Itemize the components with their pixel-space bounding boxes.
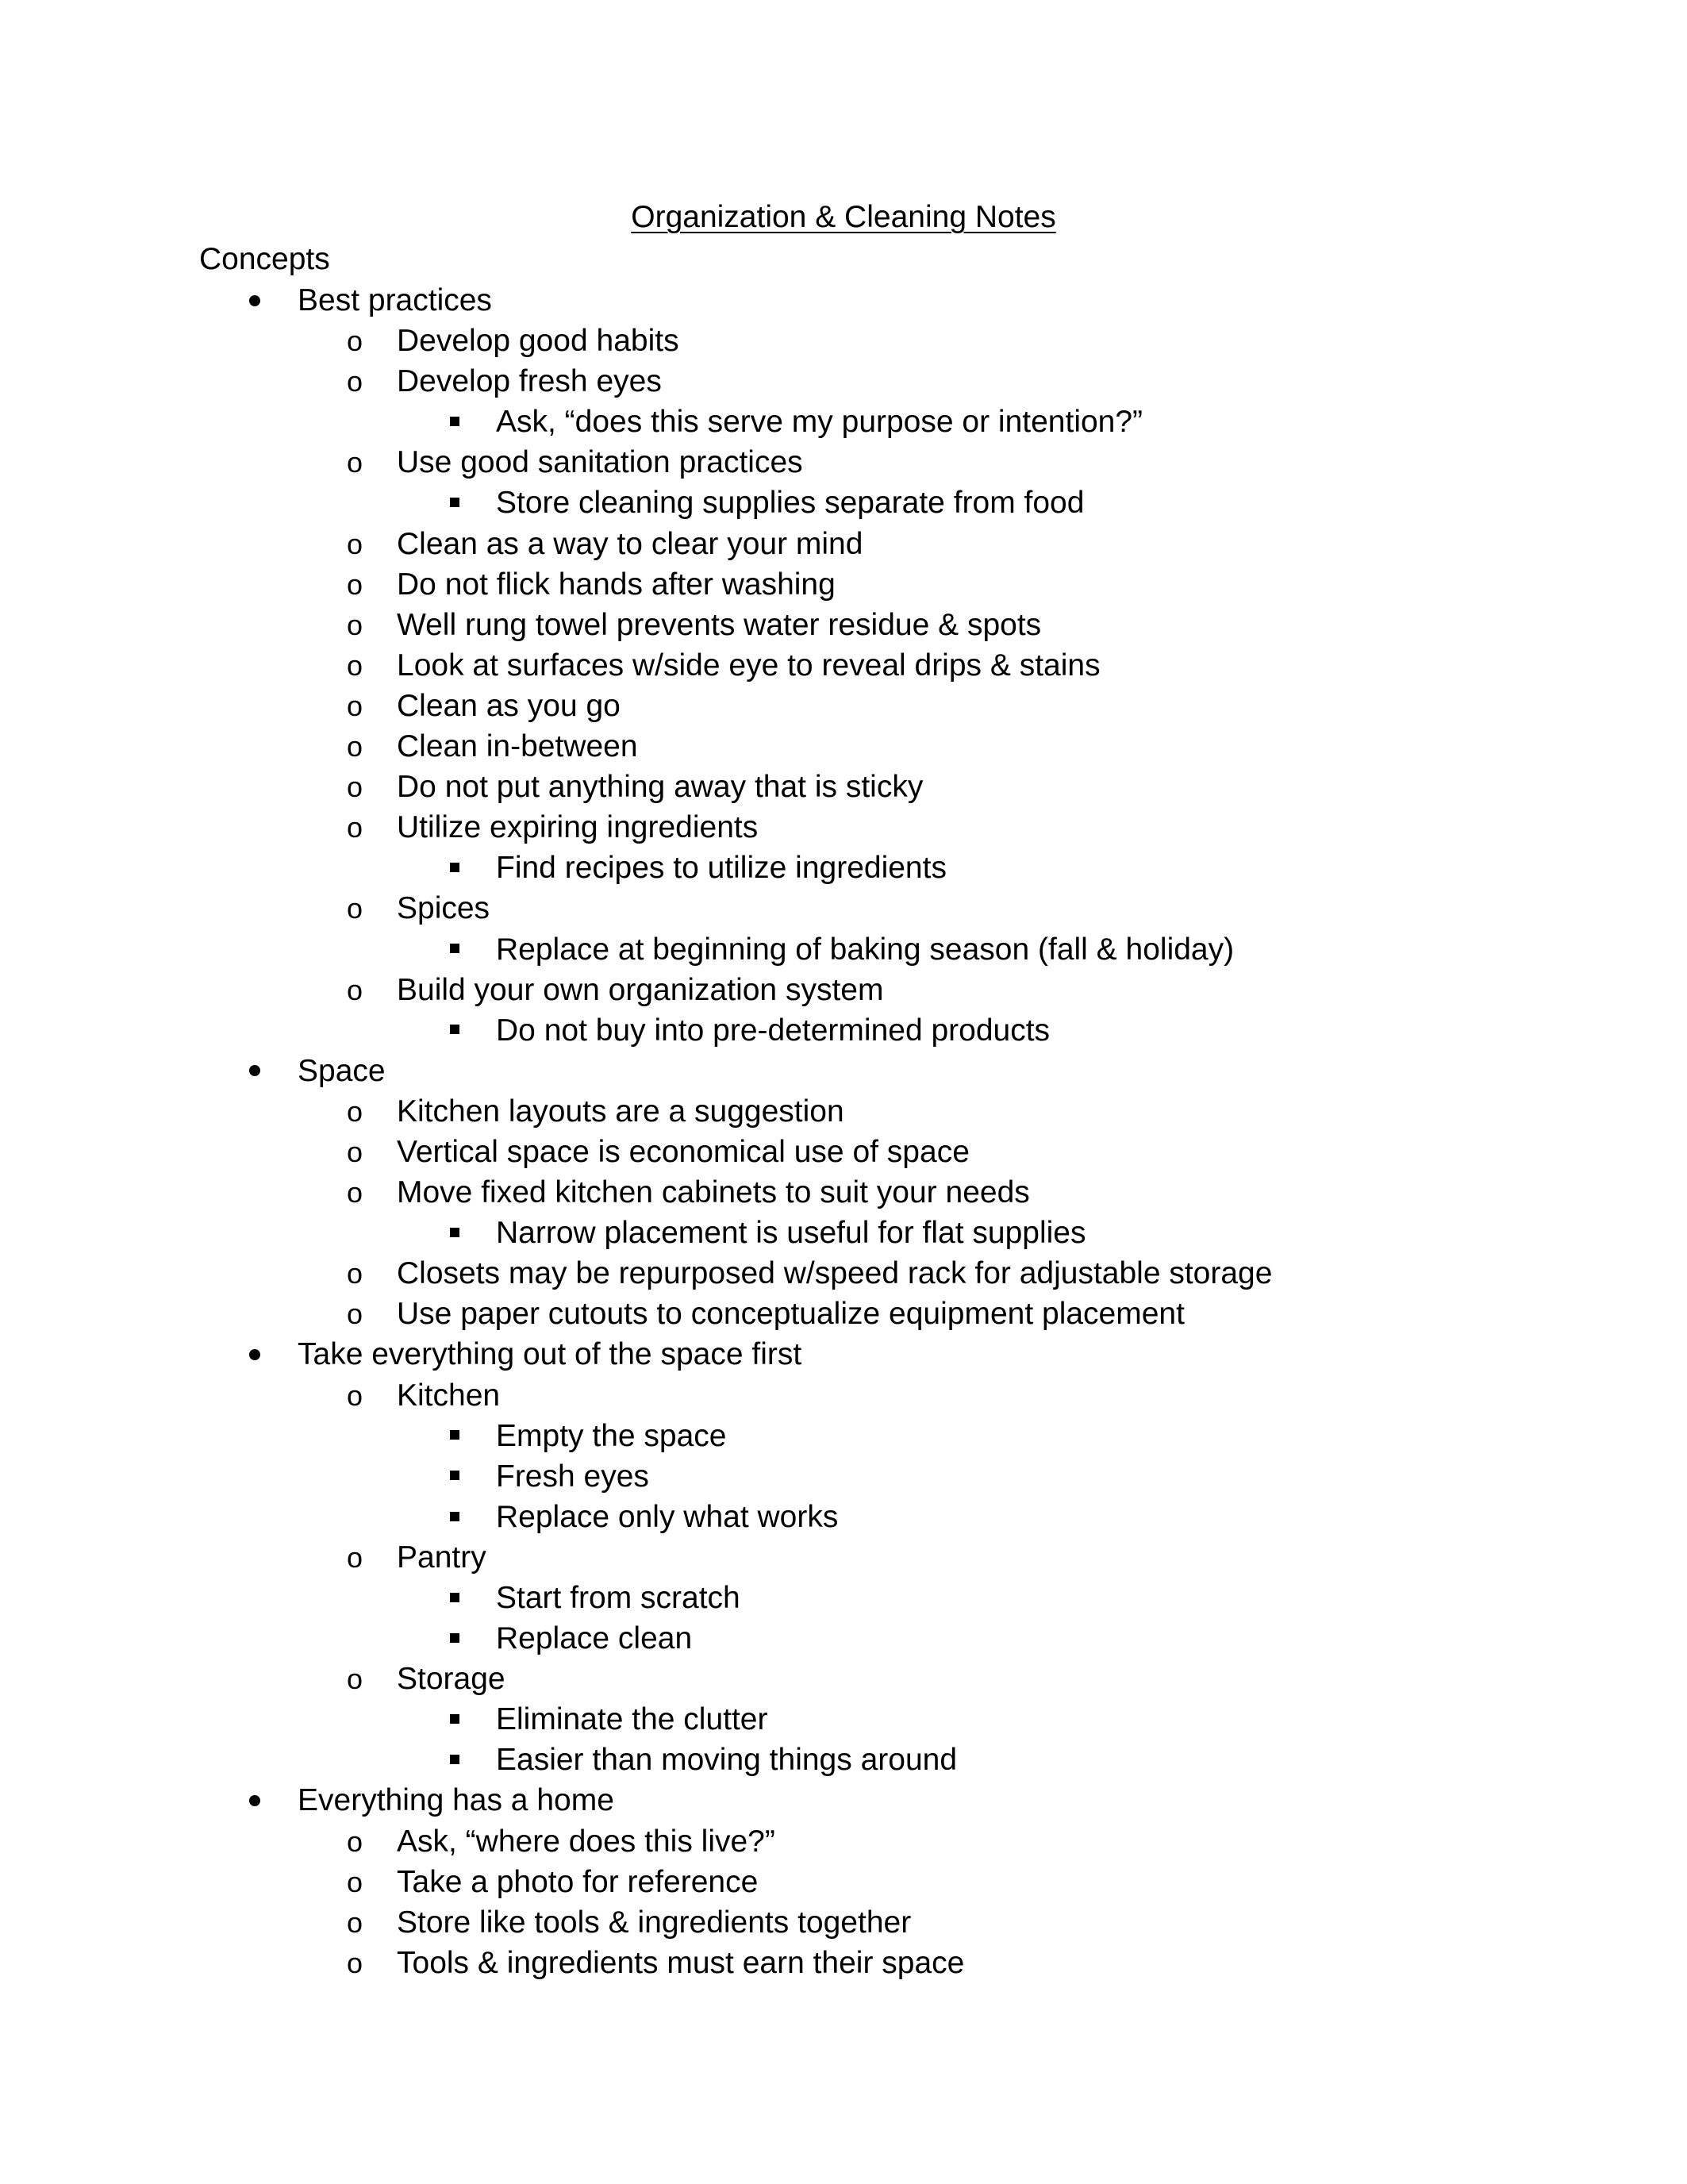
list-item-text: Develop fresh eyes — [397, 364, 662, 399]
list-item-text: Storage — [397, 1662, 505, 1697]
list-item-level-3 — [0, 1740, 1687, 1780]
list-item-text: Vertical space is economical use of space — [397, 1134, 970, 1169]
outline-list — [0, 280, 1687, 1983]
list-item-text: Well rung towel prevents water residue & spots — [397, 607, 1042, 642]
list-item-level-2 — [0, 564, 1687, 605]
list-item-level-1 — [0, 280, 1687, 321]
list-item-text: Utilize expiring ingredients — [397, 810, 759, 845]
list-item-level-2 — [0, 1943, 1687, 1983]
list-item-level-1 — [0, 1334, 1687, 1375]
list-item-level-3 — [0, 1497, 1687, 1537]
list-item-text: Closets may be repurposed w/speed rack for adjustable storage — [397, 1256, 1273, 1291]
bullet-circle-icon: o — [346, 1298, 363, 1331]
list-item-level-2 — [0, 767, 1687, 807]
list-item-text: Replace at beginning of baking season (fall & holiday) — [496, 932, 1235, 967]
list-item-text: Pantry — [397, 1540, 486, 1575]
bullet-circle-icon: o — [346, 1824, 363, 1858]
list-item-text: Replace clean — [496, 1621, 693, 1656]
list-item-level-3 — [0, 1578, 1687, 1618]
bullet-square-icon — [443, 1213, 467, 1253]
bullet-circle-icon: o — [346, 1905, 363, 1939]
bullet-disc-icon — [243, 280, 267, 321]
list-item-text: Everything has a home — [298, 1783, 614, 1818]
list-item-text: Develop good habits — [397, 324, 679, 359]
bullet-square-shape — [450, 1471, 459, 1480]
bullet-circle-icon: o — [346, 1135, 363, 1168]
list-item-text: Easier than moving things around — [496, 1743, 958, 1778]
list-item-text: Fresh eyes — [496, 1459, 649, 1494]
bullet-circle-icon: o — [346, 446, 363, 479]
list-item-text: Start from scratch — [496, 1581, 740, 1615]
list-item-text: Build your own organization system — [397, 972, 884, 1007]
section-heading: Concepts — [199, 242, 330, 276]
bullet-square-icon — [443, 1740, 467, 1780]
bullet-circle-icon: o — [346, 689, 363, 722]
list-item-level-3 — [0, 483, 1687, 523]
list-item-level-2 — [0, 970, 1687, 1010]
bullet-circle-icon: o — [346, 648, 363, 682]
bullet-circle-icon: o — [346, 1176, 363, 1209]
list-item-level-3 — [0, 929, 1687, 970]
list-item-level-2 — [0, 726, 1687, 767]
list-item-level-2 — [0, 605, 1687, 645]
bullet-square-shape — [450, 1593, 459, 1602]
list-item-level-2 — [0, 1862, 1687, 1902]
list-item-level-2 — [0, 1537, 1687, 1578]
list-item-level-3 — [0, 1456, 1687, 1497]
bullet-square-icon — [443, 1456, 467, 1497]
list-item-text: Clean as you go — [397, 688, 621, 723]
list-item-level-3 — [0, 1416, 1687, 1456]
list-item-level-1 — [0, 1780, 1687, 1821]
bullet-circle-icon: o — [346, 325, 363, 358]
list-item-level-3 — [0, 848, 1687, 888]
bullet-square-icon — [443, 1618, 467, 1659]
bullet-square-shape — [450, 1430, 459, 1440]
list-item-level-2 — [0, 1659, 1687, 1699]
list-item-level-2 — [0, 645, 1687, 686]
bullet-square-icon — [443, 929, 467, 970]
list-item-text: Best practices — [298, 283, 492, 317]
bullet-square-icon — [443, 402, 467, 442]
bullet-square-icon — [443, 483, 467, 523]
bullet-circle-icon: o — [346, 730, 363, 763]
bullet-square-icon — [443, 1010, 467, 1051]
list-item-text: Ask, “where does this live?” — [397, 1824, 775, 1859]
list-item-text: Store cleaning supplies separate from food — [496, 486, 1085, 521]
bullet-disc-shape — [249, 295, 260, 306]
bullet-square-shape — [450, 1714, 459, 1724]
list-item-text: Do not put anything away that is sticky — [397, 770, 924, 805]
bullet-circle-icon: o — [346, 1663, 363, 1696]
list-item-level-2 — [0, 1375, 1687, 1416]
bullet-square-shape — [450, 1633, 459, 1643]
bullet-square-shape — [450, 1228, 459, 1237]
list-item-level-2 — [0, 1821, 1687, 1862]
list-item-level-2 — [0, 888, 1687, 929]
bullet-square-shape — [450, 1512, 459, 1521]
bullet-square-shape — [450, 863, 459, 872]
list-item-level-3 — [0, 1618, 1687, 1659]
bullet-circle-icon: o — [346, 771, 363, 804]
list-item-text: Empty the space — [496, 1418, 727, 1453]
list-item-text: Clean in-between — [397, 729, 638, 764]
list-item-level-2 — [0, 1132, 1687, 1172]
list-item-text: Space — [298, 1053, 386, 1088]
list-item-text: Kitchen layouts are a suggestion — [397, 1094, 844, 1129]
list-item-level-3 — [0, 402, 1687, 442]
bullet-square-shape — [450, 1755, 459, 1764]
list-item-text: Store like tools & ingredients together — [397, 1905, 912, 1940]
list-item-text: Find recipes to utilize ingredients — [496, 851, 947, 886]
bullet-disc-icon — [243, 1334, 267, 1375]
list-item-level-2 — [0, 1091, 1687, 1132]
list-item-level-2 — [0, 807, 1687, 848]
list-item-text: Spices — [397, 891, 490, 926]
bullet-circle-icon: o — [346, 973, 363, 1006]
list-item-level-3 — [0, 1213, 1687, 1253]
list-item-text: Replace only what works — [496, 1499, 839, 1534]
list-item-text: Narrow placement is useful for flat supplies — [496, 1216, 1086, 1251]
bullet-square-shape — [450, 944, 459, 953]
list-item-level-3 — [0, 1010, 1687, 1051]
bullet-circle-icon: o — [346, 608, 363, 641]
bullet-square-shape — [450, 498, 459, 507]
list-item-text: Use good sanitation practices — [397, 445, 803, 480]
list-item-text: Eliminate the clutter — [496, 1702, 768, 1737]
list-item-level-2 — [0, 1253, 1687, 1294]
bullet-square-icon — [443, 1416, 467, 1456]
list-item-level-2 — [0, 361, 1687, 402]
list-item-text: Do not flick hands after washing — [397, 567, 836, 602]
bullet-circle-icon: o — [346, 892, 363, 925]
bullet-disc-icon — [243, 1780, 267, 1821]
bullet-square-shape — [450, 417, 459, 426]
list-item-text: Take everything out of the space first — [298, 1337, 802, 1372]
bullet-disc-shape — [249, 1795, 260, 1806]
list-item-level-2 — [0, 686, 1687, 726]
list-item-level-2 — [0, 442, 1687, 483]
bullet-square-icon — [443, 848, 467, 888]
bullet-circle-icon: o — [346, 567, 363, 601]
list-item-level-2 — [0, 524, 1687, 564]
bullet-circle-icon: o — [346, 1865, 363, 1898]
list-item-level-2 — [0, 1902, 1687, 1943]
list-item-level-2 — [0, 321, 1687, 361]
bullet-circle-icon: o — [346, 1540, 363, 1574]
bullet-square-icon — [443, 1497, 467, 1537]
bullet-disc-shape — [249, 1065, 260, 1076]
bullet-square-shape — [450, 1025, 459, 1034]
bullet-circle-icon: o — [346, 1094, 363, 1128]
bullet-square-icon — [443, 1578, 467, 1618]
list-item-text: Look at surfaces w/side eye to reveal drips & stains — [397, 648, 1101, 682]
list-item-level-3 — [0, 1699, 1687, 1740]
list-item-level-1 — [0, 1051, 1687, 1091]
bullet-circle-icon: o — [346, 811, 363, 844]
list-item-level-2 — [0, 1172, 1687, 1213]
list-item-text: Kitchen — [397, 1378, 501, 1413]
bullet-circle-icon: o — [346, 1257, 363, 1290]
list-item-text: Take a photo for reference — [397, 1864, 759, 1899]
list-item-text: Ask, “does this serve my purpose or intention?” — [496, 405, 1143, 440]
document-title: Organization & Cleaning Notes — [631, 200, 1056, 234]
bullet-circle-icon: o — [346, 1378, 363, 1412]
list-item-text: Do not buy into pre-determined products — [496, 1013, 1051, 1048]
bullet-circle-icon: o — [346, 527, 363, 560]
bullet-circle-icon: o — [346, 1946, 363, 1979]
list-item-text: Tools & ingredients must earn their space — [397, 1945, 965, 1980]
bullet-square-icon — [443, 1699, 467, 1740]
list-item-level-2 — [0, 1294, 1687, 1334]
bullet-disc-icon — [243, 1051, 267, 1091]
list-item-text: Use paper cutouts to conceptualize equipment placement — [397, 1297, 1185, 1332]
bullet-disc-shape — [249, 1349, 260, 1360]
list-item-text: Move fixed kitchen cabinets to suit your needs — [397, 1175, 1030, 1210]
list-item-text: Clean as a way to clear your mind — [397, 526, 863, 561]
bullet-circle-icon: o — [346, 365, 363, 398]
